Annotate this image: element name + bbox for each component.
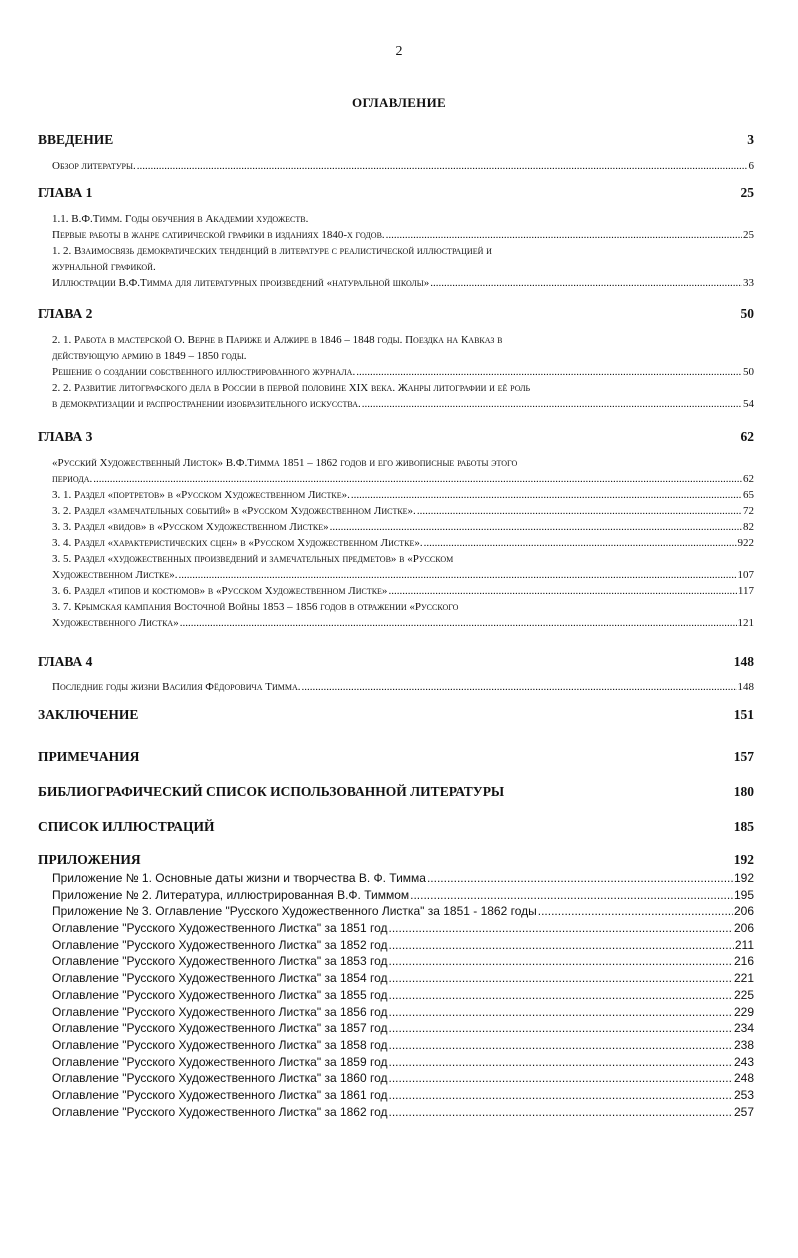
toc-entry-line: журнальной графикой. (52, 261, 156, 273)
dot-leader (389, 970, 733, 987)
section-page: 50 (740, 306, 754, 321)
toc-section-chapter-4[interactable] (38, 653, 754, 671)
appendix-item[interactable] (52, 1020, 754, 1037)
section-page: 180 (733, 784, 754, 799)
toc-entry-page: 54 (743, 398, 754, 410)
toc-entry-page: 33 (743, 277, 754, 289)
toc-entry-line (52, 583, 754, 599)
appendix-item-text: Оглавление "Русского Художественного Листка" за 1852 год (52, 937, 388, 952)
appendix-item[interactable] (52, 870, 754, 887)
toc-entry-page: 6 (748, 160, 754, 172)
toc-entry-text: в демократизации и распространении изобразительного искусства. (52, 398, 361, 410)
toc-entry-page: 65 (743, 489, 754, 501)
dot-leader (389, 1087, 733, 1104)
toc-entry[interactable] (52, 535, 754, 551)
toc-entry-line (52, 615, 754, 631)
appendix-item-text: Оглавление "Русского Художественного Листка" за 1862 год (52, 1104, 388, 1119)
toc-section-illustrations[interactable] (38, 818, 754, 836)
dot-leader (389, 1037, 733, 1054)
dot-leader (430, 275, 742, 291)
appendix-item[interactable] (52, 920, 754, 937)
toc-entry[interactable] (52, 503, 754, 519)
toc-entry-line: 3. 7. Крымская кампания Восточной Войны 1853 – 1856 годов в отражении «Русского (52, 601, 459, 613)
dot-leader (389, 953, 733, 970)
section-label: ГЛАВА 4 (38, 654, 93, 669)
dot-leader (389, 1104, 733, 1121)
dot-leader (389, 937, 734, 954)
toc-entry-page: 25 (743, 229, 754, 241)
appendix-item-text: Приложение № 2. Литература, иллюстрированная В.Ф. Тиммом (52, 887, 410, 902)
toc-section-chapter-2[interactable] (38, 305, 754, 323)
toc-entry-text: 3. 6. Раздел «типов и костюмов» в «Русском Художественном Листке» (52, 585, 388, 597)
toc-entry-text: Обзор литературы. (52, 160, 136, 172)
appendix-item-page: 195 (733, 887, 754, 902)
dot-leader (386, 227, 742, 243)
toc-entry-line (52, 679, 754, 695)
toc-entry[interactable] (52, 455, 754, 487)
appendix-item-text: Оглавление "Русского Художественного Листка" за 1853 год (52, 954, 388, 969)
toc-section-intro[interactable] (38, 131, 754, 149)
appendix-item-page: 253 (733, 1087, 754, 1102)
toc-entry-page: 121 (737, 617, 754, 629)
appendix-item-page: 257 (733, 1104, 754, 1119)
toc-entry-text: 3. 1. Раздел «портретов» в «Русском Художественном Листке». (52, 489, 350, 501)
toc-entry-page: 82 (743, 521, 754, 533)
toc-group (52, 679, 754, 695)
toc-entry-text: Художественного Листка» (52, 617, 179, 629)
toc-entry-text: 3. 4. Раздел «характеристических сцен» в «Русском Художественном Листке». (52, 537, 423, 549)
appendix-item-text: Оглавление "Русского Художественного Листка" за 1860 год (52, 1071, 388, 1086)
appendix-item-text: Оглавление "Русского Художественного Листка" за 1857 год (52, 1021, 388, 1036)
section-label: ГЛАВА 3 (38, 429, 93, 444)
toc-entry[interactable] (52, 243, 754, 291)
appendix-item-text: Приложение № 1. Основные даты жизни и творчества В. Ф. Тимма (52, 871, 426, 885)
section-label: ВВЕДЕНИЕ (38, 132, 114, 147)
appendix-item[interactable] (52, 887, 754, 904)
toc-entry-page: 922 (737, 537, 754, 549)
dot-leader (351, 487, 742, 503)
section-page: 157 (733, 749, 754, 764)
dot-leader (424, 535, 737, 551)
toc-entry[interactable] (52, 551, 754, 583)
appendix-item-page: 192 (733, 871, 754, 885)
dot-leader (330, 519, 742, 535)
section-label: ПРИЛОЖЕНИЯ (38, 852, 141, 867)
toc-entry-line: 2. 1. Работа в мастерской О. Верне в Париже и Алжире в 1846 – 1848 годы. Поездка на Кавказ в (52, 334, 503, 346)
appendix-item-page: 225 (733, 987, 754, 1002)
appendix-item-page: 243 (733, 1054, 754, 1069)
toc-entry-line (52, 275, 754, 291)
appendix-item[interactable] (52, 903, 754, 920)
toc-entry[interactable] (52, 519, 754, 535)
toc-entry[interactable] (52, 599, 754, 631)
appendix-item-page: 206 (733, 921, 754, 936)
appendix-item-text: Оглавление "Русского Художественного Листка" за 1851 год (52, 921, 388, 936)
page-number: 2 (395, 44, 403, 59)
toc-section-chapter-3[interactable] (38, 428, 754, 446)
toc-entry[interactable] (52, 380, 754, 412)
section-page: 3 (747, 132, 754, 147)
section-label: ГЛАВА 1 (38, 185, 93, 200)
appendix-item-text: Оглавление "Русского Художественного Листка" за 1854 год (52, 971, 388, 986)
toc-entry-text: периода. (52, 473, 93, 485)
dot-leader (389, 1004, 733, 1021)
dot-leader (137, 158, 748, 174)
appendix-item[interactable] (52, 937, 754, 954)
toc-entry-page: 148 (737, 681, 754, 693)
appendix-item[interactable] (52, 1004, 754, 1021)
section-label: ПРИМЕЧАНИЯ (38, 749, 140, 764)
toc-section-notes[interactable] (38, 748, 754, 766)
appendix-item-text: Оглавление "Русского Художественного Листка" за 1859 год (52, 1054, 388, 1069)
dot-leader (389, 1054, 733, 1071)
dot-leader (389, 920, 733, 937)
toc-group (52, 332, 754, 412)
appendix-item-text: Оглавление "Русского Художественного Листка" за 1858 год (52, 1037, 388, 1052)
dot-leader (302, 679, 737, 695)
toc-entry-page: 117 (737, 585, 754, 597)
toc-entry-line (52, 487, 754, 503)
toc-group (52, 211, 754, 291)
toc-entry-page: 72 (743, 505, 754, 517)
section-page: 25 (740, 185, 754, 200)
toc-entry-line: 3. 5. Раздел «художественных произведений и замечательных предметов» в «Русском (52, 553, 454, 565)
toc-section-chapter-1[interactable] (38, 184, 754, 202)
toc-entry-line (52, 503, 754, 519)
toc-section-bibliography[interactable] (38, 783, 754, 801)
toc-section-conclusion[interactable] (38, 706, 754, 724)
dot-leader (410, 887, 733, 904)
toc-entry-line (52, 519, 754, 535)
appendix-item-page: 211 (734, 937, 754, 952)
dot-leader (178, 567, 736, 583)
dot-leader (538, 903, 733, 920)
appendix-item-text: Оглавление "Русского Художественного Листка" за 1861 год (52, 1087, 388, 1102)
toc-entry[interactable] (52, 158, 754, 174)
toc-entry-line: 1.1. В.Ф.Тимм. Годы обучения в Академии художеств. (52, 213, 309, 225)
appendix-item[interactable] (52, 1070, 754, 1087)
toc-entry-text: Иллюстрации В.Ф.Тимма для литературных произведений «натуральной школы» (52, 277, 430, 289)
toc-group (52, 158, 754, 174)
section-page: 192 (733, 852, 754, 867)
toc-entry[interactable] (52, 487, 754, 503)
appendix-item[interactable] (52, 1104, 754, 1121)
section-page: 185 (733, 819, 754, 834)
dot-leader (417, 503, 742, 519)
appendix-item[interactable] (52, 953, 754, 970)
dot-leader (388, 583, 736, 599)
appendix-item-text: Оглавление "Русского Художественного Листка" за 1855 год (52, 987, 388, 1002)
appendix-item-page: 248 (733, 1071, 754, 1086)
section-label: ЗАКЛЮЧЕНИЕ (38, 707, 139, 722)
appendix-item-text: Приложение № 3. Оглавление "Русского Художественного Листка" за 1851 - 1862 годы (52, 904, 537, 919)
appendix-item[interactable] (52, 970, 754, 987)
toc-section-appendices[interactable] (38, 851, 754, 869)
appendix-item-text: Оглавление "Русского Художественного Листка" за 1856 год (52, 1004, 388, 1019)
section-page: 148 (733, 654, 754, 669)
toc-entry[interactable] (52, 679, 754, 695)
appendix-list (52, 870, 754, 1120)
appendix-item[interactable] (52, 1087, 754, 1104)
section-label: СПИСОК ИЛЛЮСТРАЦИЙ (38, 819, 215, 834)
toc-entry-line (52, 227, 754, 243)
toc-group (52, 455, 754, 631)
dot-leader (180, 615, 737, 631)
toc-entry-line (52, 535, 754, 551)
toc-entry-page: 62 (743, 473, 754, 485)
toc-entry-text: Первые работы в жанре сатирической графики в изданиях 1840-х годов. (52, 229, 385, 241)
appendix-item[interactable] (52, 1037, 754, 1054)
toc-entry-line: 1. 2. Взаимосвязь демократических тенденций в литературе с реалистической иллюстрацией и (52, 245, 492, 257)
toc-entry-text: 3. 3. Раздел «видов» в «Русском Художественном Листке» (52, 521, 329, 533)
dot-leader (389, 987, 733, 1004)
page-title: ОГЛАВЛЕНИЕ (352, 95, 446, 110)
section-page: 151 (733, 707, 754, 722)
toc-entry-text: Последние годы жизни Василия Фёдоровича Тимма. (52, 681, 301, 693)
toc-entry-text: 3. 2. Раздел «замечательных событий» в «Русском Художественном Листке». (52, 505, 416, 517)
appendix-item[interactable] (52, 987, 754, 1004)
toc-entry-line (52, 471, 754, 487)
dot-leader (389, 1020, 733, 1037)
toc-entry-line (52, 567, 754, 583)
appendix-item-page: 221 (733, 971, 754, 986)
toc-entry-line (52, 396, 754, 412)
dot-leader (389, 1070, 733, 1087)
appendix-item-page: 216 (733, 954, 754, 969)
toc-entry-text: Художественном Листке». (52, 569, 178, 581)
section-label: ГЛАВА 2 (38, 306, 93, 321)
toc-entry[interactable] (52, 332, 754, 380)
toc-entry-line: «Русский Художественный Листок» В.Ф.Тимма 1851 – 1862 годов и его живописные работы этого (52, 457, 518, 469)
dot-leader (362, 396, 742, 412)
dot-leader (93, 471, 742, 487)
toc-entry[interactable] (52, 211, 754, 243)
appendix-item-page: 229 (733, 1004, 754, 1019)
toc-entry-line (52, 364, 754, 380)
toc-entry-line: 2. 2. Развитие литографского дела в России в первой половине XIX века. Жанры литографии и её роль (52, 382, 531, 394)
toc-entry[interactable] (52, 583, 754, 599)
appendix-item-page: 238 (733, 1037, 754, 1052)
toc-entry-line: действующую армию в 1849 – 1850 годы. (52, 350, 247, 362)
appendix-item-page: 234 (733, 1021, 754, 1036)
appendix-item-page: 206 (733, 904, 754, 919)
section-label: БИБЛИОГРАФИЧЕСКИЙ СПИСОК ИСПОЛЬЗОВАННОЙ ЛИТЕРАТУРЫ (38, 784, 505, 799)
dot-leader (427, 870, 733, 887)
toc-entry-page: 107 (737, 569, 754, 581)
section-page: 62 (740, 429, 754, 444)
appendix-item[interactable] (52, 1054, 754, 1071)
toc-entry-text: Решение о создании собственного иллюстрированного журнала. (52, 366, 356, 378)
toc-entry-page: 50 (743, 366, 754, 378)
toc-entry-line (52, 158, 754, 174)
dot-leader (356, 364, 742, 380)
